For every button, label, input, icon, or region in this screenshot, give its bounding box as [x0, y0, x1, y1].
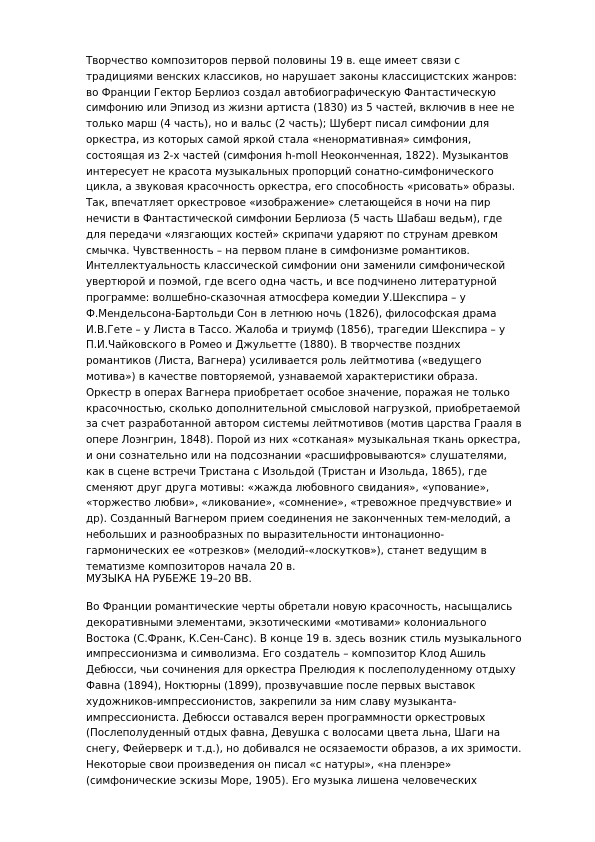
text-line: как в сцене встречи Тристана с Изольдой (Тристан и Изольда, 1865), где	[86, 465, 487, 478]
text-line: симфонию или Эпизод из жизни артиста (1830) из 5 частей, включив в нее не	[86, 102, 515, 115]
section-heading-text: МУЗЫКА НА РУБЕЖЕ 19–20 ВВ.	[86, 573, 252, 585]
text-line: тематизме композиторов начала 20 в.	[86, 560, 296, 573]
text-line: красочностью, сколько дополнительной смысловой нагрузкой, приобретаемой	[86, 402, 521, 415]
text-line: Так, впечатляет оркестровое «изображение» слетающейся в ночи на пир	[86, 197, 491, 210]
text-line: др). Созданный Вагнером прием соединения не законченных тем-мелодий, а	[86, 513, 511, 526]
text-line: и они сознательно или на подсознании «расшифровываются» слушателями,	[86, 449, 507, 462]
text-line: мотива») в качестве повторяемой, узнаваемой характеристики образа.	[86, 370, 478, 383]
text-line: опере Лоэнгрин, 1848). Порой из них «сотканая» музыкальная ткань оркестра,	[86, 434, 521, 447]
text-line: Творчество композиторов первой половины 19 в. еще имеет связи с	[86, 55, 460, 67]
text-line: за счет разработанной автором системы лейтмотивов (мотив царства Грааля в	[86, 418, 522, 431]
text-line: Оркестр в операх Вагнера приобретает особое значение, поражая не только	[86, 386, 510, 399]
text-line: программе: волшебно-сказочная атмосфера комедии У.Шекспира – у	[86, 291, 466, 304]
text-line: сменяют друг друга мотивы: «жажда любовного свидания», «упование»,	[86, 481, 490, 494]
text-line: Интеллектуальность классической симфонии они заменили симфонической	[86, 260, 506, 273]
text-line: Дебюсси, чьи сочинения для оркестра Прелюдия к послеполуденному отдыху	[86, 664, 516, 677]
text-line: для передачи «лязгающих костей» скрипачи ударяют по струнам древком	[86, 228, 498, 241]
paragraph-2	[86, 600, 554, 790]
text-line: смычка. Чувственность – на первом плане в симфонизме романтиков.	[86, 244, 470, 257]
text-line: И.В.Гете – у Листа в Тассо. Жалоба и триумф (1856), трагедии Шекспира – у	[86, 323, 506, 336]
text-line: гармонических ее «отрезков» (мелодий-«лоскутков»), станет ведущим в	[86, 544, 487, 557]
text-line: Во Франции романтические черты обретали новую красочность, насыщались	[86, 601, 513, 613]
text-line: небольших и разнообразных по выразительности интонационно-	[86, 528, 445, 541]
text-line: традициями венских классиков, но нарушает законы классицистских жанров:	[86, 70, 517, 83]
text-line: Востока (С.Франк, К.Сен-Санс). В конце 19 в. здесь возник стиль музыкального	[86, 632, 522, 645]
text-line: интересует не красота музыкальных пропорций сонатно-симфонического	[86, 165, 494, 178]
text-line: (Послеполуденный отдых фавна, Девушка с волосами цвета льна, Шаги на	[86, 727, 501, 740]
paragraph-1	[86, 54, 554, 575]
text-line: декоративными элементами, экзотическими «мотивами» колониального	[86, 616, 487, 629]
text-line: импрессиониста. Дебюсси оставался верен программности оркестровых	[86, 711, 486, 724]
text-line: художников-импрессионистов, закрепили за ним славу музыканта-	[86, 695, 457, 708]
text-line: только марш (4 часть), но и вальс (2 часть); Шуберт писал симфонии для	[86, 118, 490, 131]
text-line: Некоторые свои произведения он писал «с натуры», «на пленэре»	[86, 758, 452, 771]
text-line: Ф.Мендельсона-Бартольди Сон в летнюю ночь (1826), философская драма	[86, 307, 497, 320]
text-line: импрессионизма и символизма. Его создатель – композитор Клод Ашиль	[86, 648, 486, 661]
text-line: «торжество любви», «ликование», «сомнение», «тревожное предчувствие» и	[86, 497, 512, 510]
text-line: Фавна (1894), Ноктюрны (1899), прозвучавшие после первых выставок	[86, 679, 476, 692]
section-heading	[86, 572, 554, 588]
text-line: оркестра, из которых самой яркой стала «ненормативная» симфония,	[86, 133, 472, 146]
text-line: снегу, Фейерверк и т.д.), но добивался не осязаемости образов, а их зримости.	[86, 743, 522, 756]
text-line: П.И.Чайковского в Ромео и Джульетте (1880). В творчестве поздних	[86, 339, 461, 352]
text-line: романтиков (Листа, Вагнера) усиливается роль лейтмотива («ведущего	[86, 355, 482, 368]
text-line: состоящая из 2-х частей (симфония h-moll Неоконченная, 1822). Музыкантов	[86, 149, 509, 162]
text-line: цикла, а звуковая красочность оркестра, его способность «рисовать» образы.	[86, 181, 515, 194]
text-line: увертюрой и поэмой, где всего одна часть, и все подчинено литературной	[86, 276, 497, 289]
text-line: (симфонические эскизы Море, 1905). Его музыка лишена человеческих	[86, 774, 477, 787]
text-line: нечисти в Фантастической симфонии Берлиоза (5 часть Шабаш ведьм), где	[86, 212, 503, 225]
text-line: во Франции Гектор Берлиоз создал автобиографическую Фантастическую	[86, 86, 496, 99]
